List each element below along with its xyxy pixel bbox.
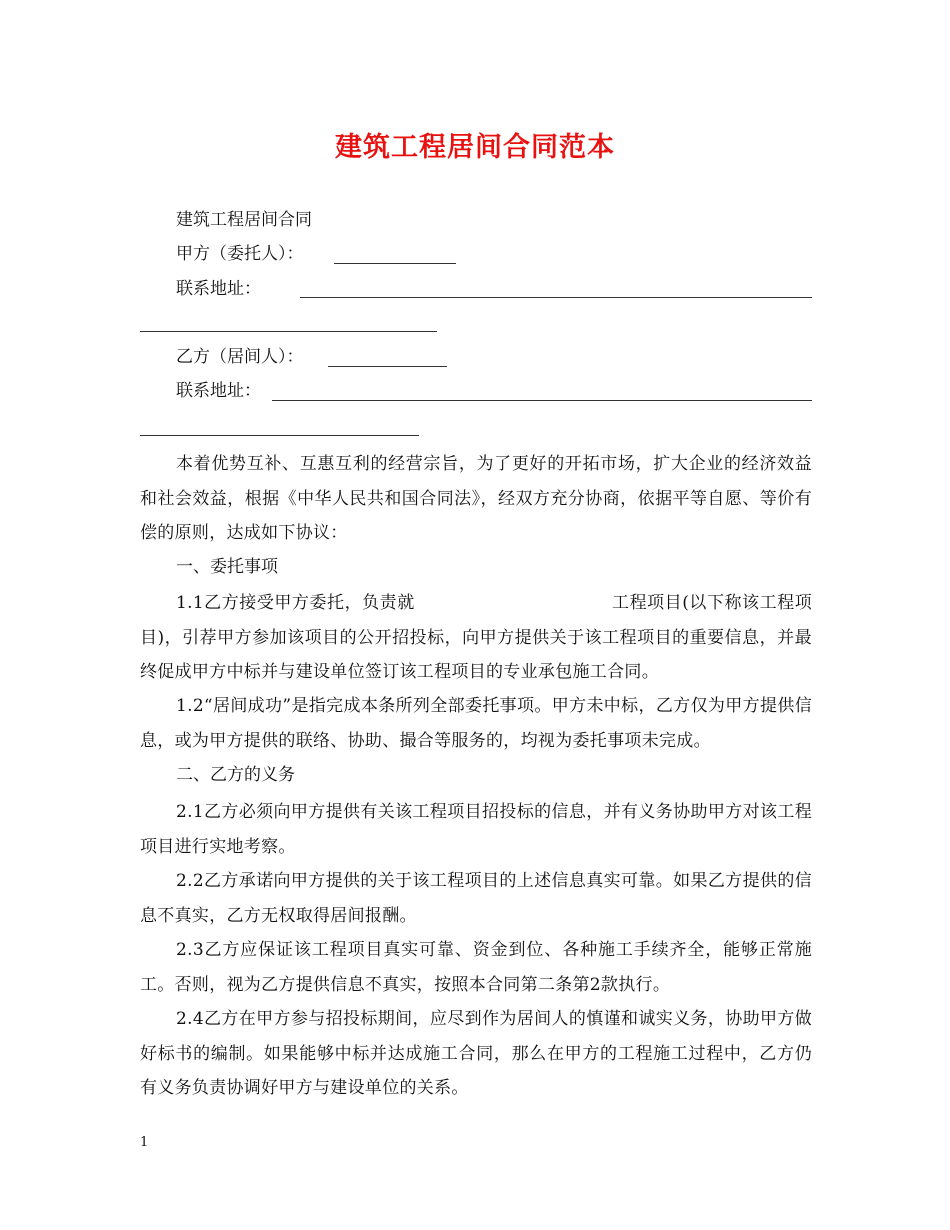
page-number: 1 <box>140 1135 149 1150</box>
section-2-heading: 二、乙方的义务 <box>176 765 295 785</box>
clause-2-4-paragraph: 2.4乙方在甲方参与招投标期间，应尽到作为居间人的慎谨和诚实义务，协助甲方做好标书的编制。如果能够中标并达成施工合同，那么在甲方的工程施工过程中，乙方仍有义务负责协调好甲方与建设单位的关系。 <box>140 1009 812 1098</box>
clause-1-1-paragraph <box>140 586 812 690</box>
clause-1-1-rest: 工程项目(以下称该工程项目)，引荐甲方参加该项目的公开招投标，向甲方提供关于该工程项目的重要信息，并最终促成甲方中标并与建设单位签订该工程项目的专业承包施工合同。 <box>140 593 812 682</box>
clause-2-3-paragraph: 2.3乙方应保证该工程项目真实可靠、资金到位、各种施工手续齐全，能够正常施工。否则，视为乙方提供信息不真实，按照本合同第二条第2款执行。 <box>140 940 812 995</box>
party-b-address-blank-line-2 <box>140 435 419 436</box>
party-a-label: 甲方（委托人）： <box>176 244 304 264</box>
party-b-address-label: 联系地址： <box>176 381 261 401</box>
party-a-address-label: 联系地址： <box>176 279 261 299</box>
clause-1-2-paragraph: 1.2“居间成功”是指完成本条所列全部委托事项。甲方未中标，乙方仅为甲方提供信息，或为甲方提供的联络、协助、撮合等服务的，均视为委托事项未完成。 <box>140 696 812 751</box>
contract-subtitle: 建筑工程居间合同 <box>176 210 312 230</box>
party-a-address-blank-line-2 <box>140 331 437 332</box>
party-b-address-blank-line <box>272 400 812 401</box>
party-a-address-blank-line <box>300 297 812 298</box>
preamble-paragraph: 本着优势互补、互惠互利的经营宗旨，为了更好的开拓市场，扩大企业的经济效益和社会效益，根据《中华人民共和国合同法》，经双方充分协商，依据平等自愿、等价有偿的原则，达成如下协议： <box>140 454 812 543</box>
party-a-blank-line <box>334 263 456 264</box>
clause-2-1-paragraph: 2.1乙方必须向甲方提供有关该工程项目招投标的信息，并有义务协助甲方对该工程项目进行实地考察。 <box>140 802 812 857</box>
clause-1-1-lead: 1.1乙方接受甲方委托，负责就 <box>176 593 415 613</box>
party-b-label: 乙方（居间人）： <box>176 347 304 367</box>
party-b-blank-line <box>328 366 447 367</box>
clause-2-2-paragraph: 2.2乙方承诺向甲方提供的关于该工程项目的上述信息真实可靠。如果乙方提供的信息不真实，乙方无权取得居间报酬。 <box>140 871 812 926</box>
section-1-heading: 一、委托事项 <box>176 557 278 577</box>
document-title: 建筑工程居间合同范本 <box>335 132 615 163</box>
